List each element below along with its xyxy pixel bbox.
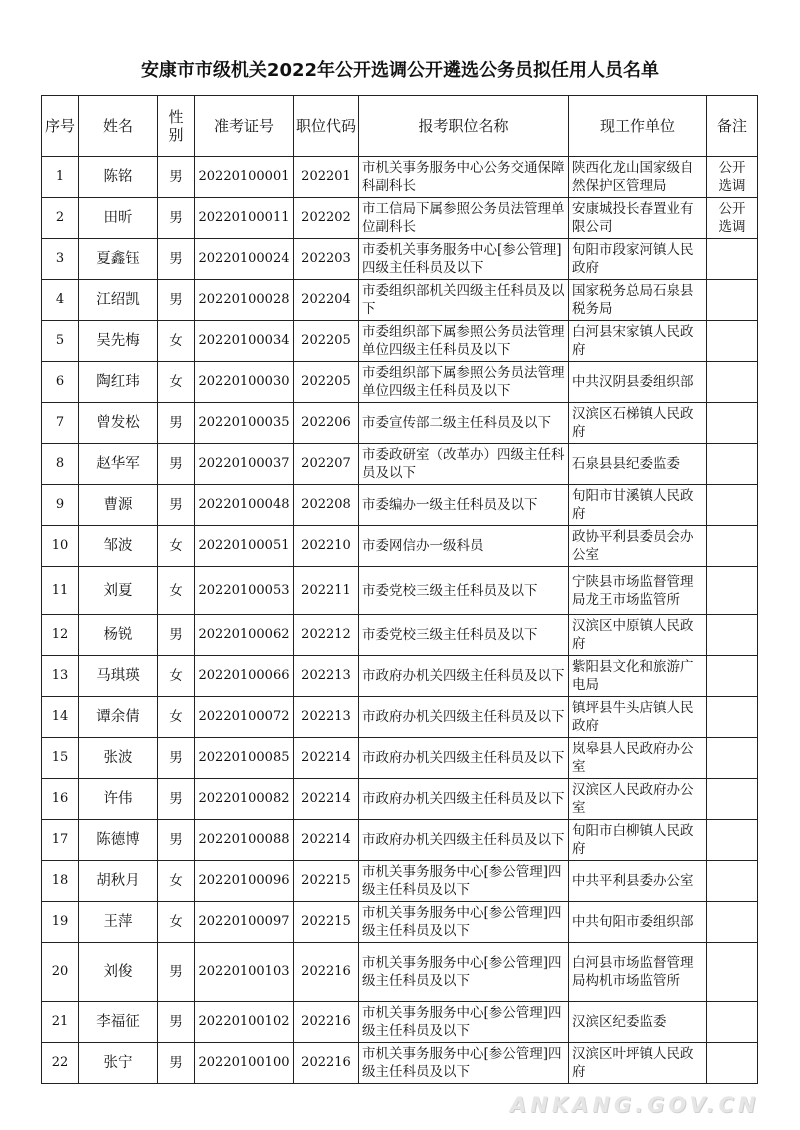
row-note	[707, 239, 758, 280]
row-name: 刘夏	[79, 567, 158, 615]
row-exam-id: 20220100102	[195, 1002, 294, 1043]
row-position-code: 202216	[294, 943, 359, 1002]
row-position-code: 202205	[294, 321, 359, 362]
row-position-code: 202204	[294, 280, 359, 321]
header-position-name: 报考职位名称	[359, 96, 569, 157]
row-position-code: 202216	[294, 1002, 359, 1043]
row-current-unit: 岚皋县人民政府办公室	[569, 738, 707, 779]
row-exam-id: 20220100072	[195, 697, 294, 738]
row-number: 12	[42, 615, 79, 656]
row-number: 1	[42, 157, 79, 198]
row-exam-id: 20220100096	[195, 861, 294, 902]
row-note	[707, 280, 758, 321]
row-number: 11	[42, 567, 79, 615]
row-number: 9	[42, 485, 79, 526]
row-position-name: 市政府办机关四级主任科员及以下	[359, 738, 569, 779]
row-name: 陈德博	[79, 820, 158, 861]
row-position-code: 202212	[294, 615, 359, 656]
row-note	[707, 321, 758, 362]
row-exam-id: 20220100030	[195, 362, 294, 403]
row-position-name: 市委机关事务服务中心[参公管理]四级主任科员及以下	[359, 239, 569, 280]
row-exam-id: 20220100037	[195, 444, 294, 485]
row-gender: 男	[158, 738, 195, 779]
table-row	[42, 403, 758, 444]
row-note	[707, 526, 758, 567]
row-position-name: 市委编办一级主任科员及以下	[359, 485, 569, 526]
table-row	[42, 485, 758, 526]
row-position-name: 市政府办机关四级主任科员及以下	[359, 656, 569, 697]
row-number: 21	[42, 1002, 79, 1043]
row-note: 公开选调	[707, 198, 758, 239]
row-exam-id: 20220100028	[195, 280, 294, 321]
header-note: 备注	[707, 96, 758, 157]
row-gender: 男	[158, 485, 195, 526]
row-gender: 女	[158, 656, 195, 697]
row-current-unit: 中共平利县委办公室	[569, 861, 707, 902]
row-current-unit: 汉滨区叶坪镇人民政府	[569, 1043, 707, 1084]
row-name: 曾发松	[79, 403, 158, 444]
table-row	[42, 656, 758, 697]
row-exam-id: 20220100088	[195, 820, 294, 861]
row-current-unit: 汉滨区人民政府办公室	[569, 779, 707, 820]
row-name: 刘俊	[79, 943, 158, 1002]
table-row	[42, 779, 758, 820]
table-body	[42, 157, 758, 1084]
row-exam-id: 20220100051	[195, 526, 294, 567]
row-position-code: 202203	[294, 239, 359, 280]
row-name: 胡秋月	[79, 861, 158, 902]
row-note	[707, 943, 758, 1002]
row-gender: 男	[158, 403, 195, 444]
header-current-unit: 现工作单位	[569, 96, 707, 157]
row-current-unit: 旬阳市段家河镇人民政府	[569, 239, 707, 280]
row-position-code: 202216	[294, 1043, 359, 1084]
row-position-name: 市机关事务服务中心[参公管理]四级主任科员及以下	[359, 1002, 569, 1043]
row-gender: 男	[158, 820, 195, 861]
row-gender: 男	[158, 779, 195, 820]
row-name: 夏鑫钰	[79, 239, 158, 280]
row-name: 许伟	[79, 779, 158, 820]
row-position-code: 202202	[294, 198, 359, 239]
row-current-unit: 白河县宋家镇人民政府	[569, 321, 707, 362]
table-row	[42, 902, 758, 943]
header-position-code: 职位代码	[294, 96, 359, 157]
row-exam-id: 20220100103	[195, 943, 294, 1002]
row-number: 14	[42, 697, 79, 738]
row-position-name: 市委组织部机关四级主任科员及以下	[359, 280, 569, 321]
row-position-code: 202206	[294, 403, 359, 444]
row-gender: 男	[158, 943, 195, 1002]
row-name: 江绍凯	[79, 280, 158, 321]
row-gender: 女	[158, 526, 195, 567]
row-note	[707, 444, 758, 485]
row-position-code: 202213	[294, 656, 359, 697]
row-note	[707, 738, 758, 779]
row-exam-id: 20220100085	[195, 738, 294, 779]
row-position-code: 202208	[294, 485, 359, 526]
row-note: 公开选调	[707, 157, 758, 198]
row-note	[707, 362, 758, 403]
row-name: 曹源	[79, 485, 158, 526]
row-name: 王萍	[79, 902, 158, 943]
row-position-name: 市机关事务服务中心[参公管理]四级主任科员及以下	[359, 902, 569, 943]
row-gender: 男	[158, 1002, 195, 1043]
row-gender: 女	[158, 697, 195, 738]
row-exam-id: 20220100097	[195, 902, 294, 943]
row-position-code: 202215	[294, 902, 359, 943]
row-current-unit: 汉滨区纪委监委	[569, 1002, 707, 1043]
row-position-code: 202205	[294, 362, 359, 403]
row-note	[707, 902, 758, 943]
row-position-code: 202211	[294, 567, 359, 615]
row-note	[707, 1043, 758, 1084]
table-row	[42, 943, 758, 1002]
row-position-name: 市机关事务服务中心[参公管理]四级主任科员及以下	[359, 861, 569, 902]
row-note	[707, 615, 758, 656]
row-number: 3	[42, 239, 79, 280]
row-position-name: 市政府办机关四级主任科员及以下	[359, 697, 569, 738]
row-gender: 男	[158, 444, 195, 485]
row-note	[707, 820, 758, 861]
row-current-unit: 石泉县县纪委监委	[569, 444, 707, 485]
table-row	[42, 567, 758, 615]
table-row	[42, 157, 758, 198]
row-exam-id: 20220100053	[195, 567, 294, 615]
row-name: 杨锐	[79, 615, 158, 656]
row-current-unit: 中共汉阴县委组织部	[569, 362, 707, 403]
row-position-name: 市委党校三级主任科员及以下	[359, 615, 569, 656]
page-title: 安康市市级机关2022年公开选调公开遴选公务员拟任用人员名单	[140, 60, 660, 81]
row-position-name: 市政府办机关四级主任科员及以下	[359, 820, 569, 861]
row-number: 2	[42, 198, 79, 239]
site-watermark: ANKANG.GOV.CN	[510, 1093, 760, 1117]
table-row	[42, 321, 758, 362]
row-note	[707, 861, 758, 902]
row-position-name: 市政府办机关四级主任科员及以下	[359, 779, 569, 820]
row-position-name: 市机关事务服务中心[参公管理]四级主任科员及以下	[359, 1043, 569, 1084]
row-exam-id: 20220100011	[195, 198, 294, 239]
row-position-name: 市委党校三级主任科员及以下	[359, 567, 569, 615]
row-name: 吴先梅	[79, 321, 158, 362]
row-current-unit: 汉滨区石梯镇人民政府	[569, 403, 707, 444]
personnel-table	[41, 95, 758, 1084]
row-number: 6	[42, 362, 79, 403]
row-number: 17	[42, 820, 79, 861]
row-current-unit: 汉滨区中原镇人民政府	[569, 615, 707, 656]
row-position-name: 市委政研室（改革办）四级主任科员及以下	[359, 444, 569, 485]
row-current-unit: 国家税务总局石泉县税务局	[569, 280, 707, 321]
row-current-unit: 白河县市场监督管理局构机市场监管所	[569, 943, 707, 1002]
row-number: 20	[42, 943, 79, 1002]
row-current-unit: 旬阳市白柳镇人民政府	[569, 820, 707, 861]
row-gender: 男	[158, 280, 195, 321]
row-position-name: 市委组织部下属参照公务员法管理单位四级主任科员及以下	[359, 362, 569, 403]
row-gender: 女	[158, 362, 195, 403]
table-row	[42, 526, 758, 567]
row-note	[707, 697, 758, 738]
row-gender: 男	[158, 157, 195, 198]
row-current-unit: 中共旬阳市委组织部	[569, 902, 707, 943]
row-note	[707, 403, 758, 444]
table-row	[42, 861, 758, 902]
row-gender: 女	[158, 902, 195, 943]
table-row	[42, 1043, 758, 1084]
row-position-name: 市机关事务服务中心[参公管理]四级主任科员及以下	[359, 943, 569, 1002]
row-note	[707, 656, 758, 697]
row-note	[707, 1002, 758, 1043]
row-name: 李福征	[79, 1002, 158, 1043]
row-position-name: 市委网信办一级科员	[359, 526, 569, 567]
header-gender: 性别	[158, 96, 195, 157]
row-position-code: 202210	[294, 526, 359, 567]
row-exam-id: 20220100024	[195, 239, 294, 280]
row-position-code: 202207	[294, 444, 359, 485]
row-current-unit: 安康城投长春置业有限公司	[569, 198, 707, 239]
row-name: 谭余倩	[79, 697, 158, 738]
row-current-unit: 旬阳市甘溪镇人民政府	[569, 485, 707, 526]
row-name: 张宁	[79, 1043, 158, 1084]
row-position-code: 202214	[294, 820, 359, 861]
table-row	[42, 820, 758, 861]
row-number: 10	[42, 526, 79, 567]
row-gender: 女	[158, 567, 195, 615]
row-note	[707, 485, 758, 526]
row-name: 陈铭	[79, 157, 158, 198]
row-name: 田昕	[79, 198, 158, 239]
row-position-code: 202214	[294, 779, 359, 820]
table-row	[42, 239, 758, 280]
row-exam-id: 20220100048	[195, 485, 294, 526]
row-number: 15	[42, 738, 79, 779]
table-row	[42, 280, 758, 321]
row-note	[707, 567, 758, 615]
row-position-name: 市委宣传部二级主任科员及以下	[359, 403, 569, 444]
row-number: 7	[42, 403, 79, 444]
row-exam-id: 20220100082	[195, 779, 294, 820]
header-no: 序号	[42, 96, 79, 157]
row-number: 19	[42, 902, 79, 943]
row-gender: 女	[158, 861, 195, 902]
row-exam-id: 20220100001	[195, 157, 294, 198]
row-number: 22	[42, 1043, 79, 1084]
row-name: 马琪瑛	[79, 656, 158, 697]
row-position-name: 市机关事务服务中心公务交通保障科副科长	[359, 157, 569, 198]
table-row	[42, 615, 758, 656]
row-number: 8	[42, 444, 79, 485]
table-row	[42, 1002, 758, 1043]
table-row	[42, 362, 758, 403]
row-number: 13	[42, 656, 79, 697]
row-exam-id: 20220100066	[195, 656, 294, 697]
row-position-code: 202201	[294, 157, 359, 198]
row-number: 4	[42, 280, 79, 321]
row-position-code: 202215	[294, 861, 359, 902]
row-gender: 男	[158, 1043, 195, 1084]
row-position-code: 202214	[294, 738, 359, 779]
row-name: 邹波	[79, 526, 158, 567]
row-current-unit: 政协平利县委员会办公室	[569, 526, 707, 567]
row-current-unit: 宁陕县市场监督管理局龙王市场监管所	[569, 567, 707, 615]
table-row	[42, 738, 758, 779]
table-row	[42, 697, 758, 738]
row-note	[707, 779, 758, 820]
row-name: 陶红玮	[79, 362, 158, 403]
row-position-code: 202213	[294, 697, 359, 738]
row-position-name: 市委组织部下属参照公务员法管理单位四级主任科员及以下	[359, 321, 569, 362]
row-current-unit: 陕西化龙山国家级自然保护区管理局	[569, 157, 707, 198]
row-name: 张波	[79, 738, 158, 779]
table-header-row	[42, 96, 758, 157]
row-exam-id: 20220100034	[195, 321, 294, 362]
header-name: 姓名	[79, 96, 158, 157]
row-number: 18	[42, 861, 79, 902]
header-exam-id: 准考证号	[195, 96, 294, 157]
row-number: 5	[42, 321, 79, 362]
table-row	[42, 198, 758, 239]
row-gender: 男	[158, 615, 195, 656]
row-current-unit: 紫阳县文化和旅游广电局	[569, 656, 707, 697]
row-gender: 女	[158, 321, 195, 362]
row-name: 赵华军	[79, 444, 158, 485]
row-gender: 男	[158, 198, 195, 239]
row-exam-id: 20220100100	[195, 1043, 294, 1084]
row-exam-id: 20220100062	[195, 615, 294, 656]
row-position-name: 市工信局下属参照公务员法管理单位副科长	[359, 198, 569, 239]
row-gender: 男	[158, 239, 195, 280]
row-number: 16	[42, 779, 79, 820]
table-row	[42, 444, 758, 485]
row-current-unit: 镇坪县牛头店镇人民政府	[569, 697, 707, 738]
row-exam-id: 20220100035	[195, 403, 294, 444]
